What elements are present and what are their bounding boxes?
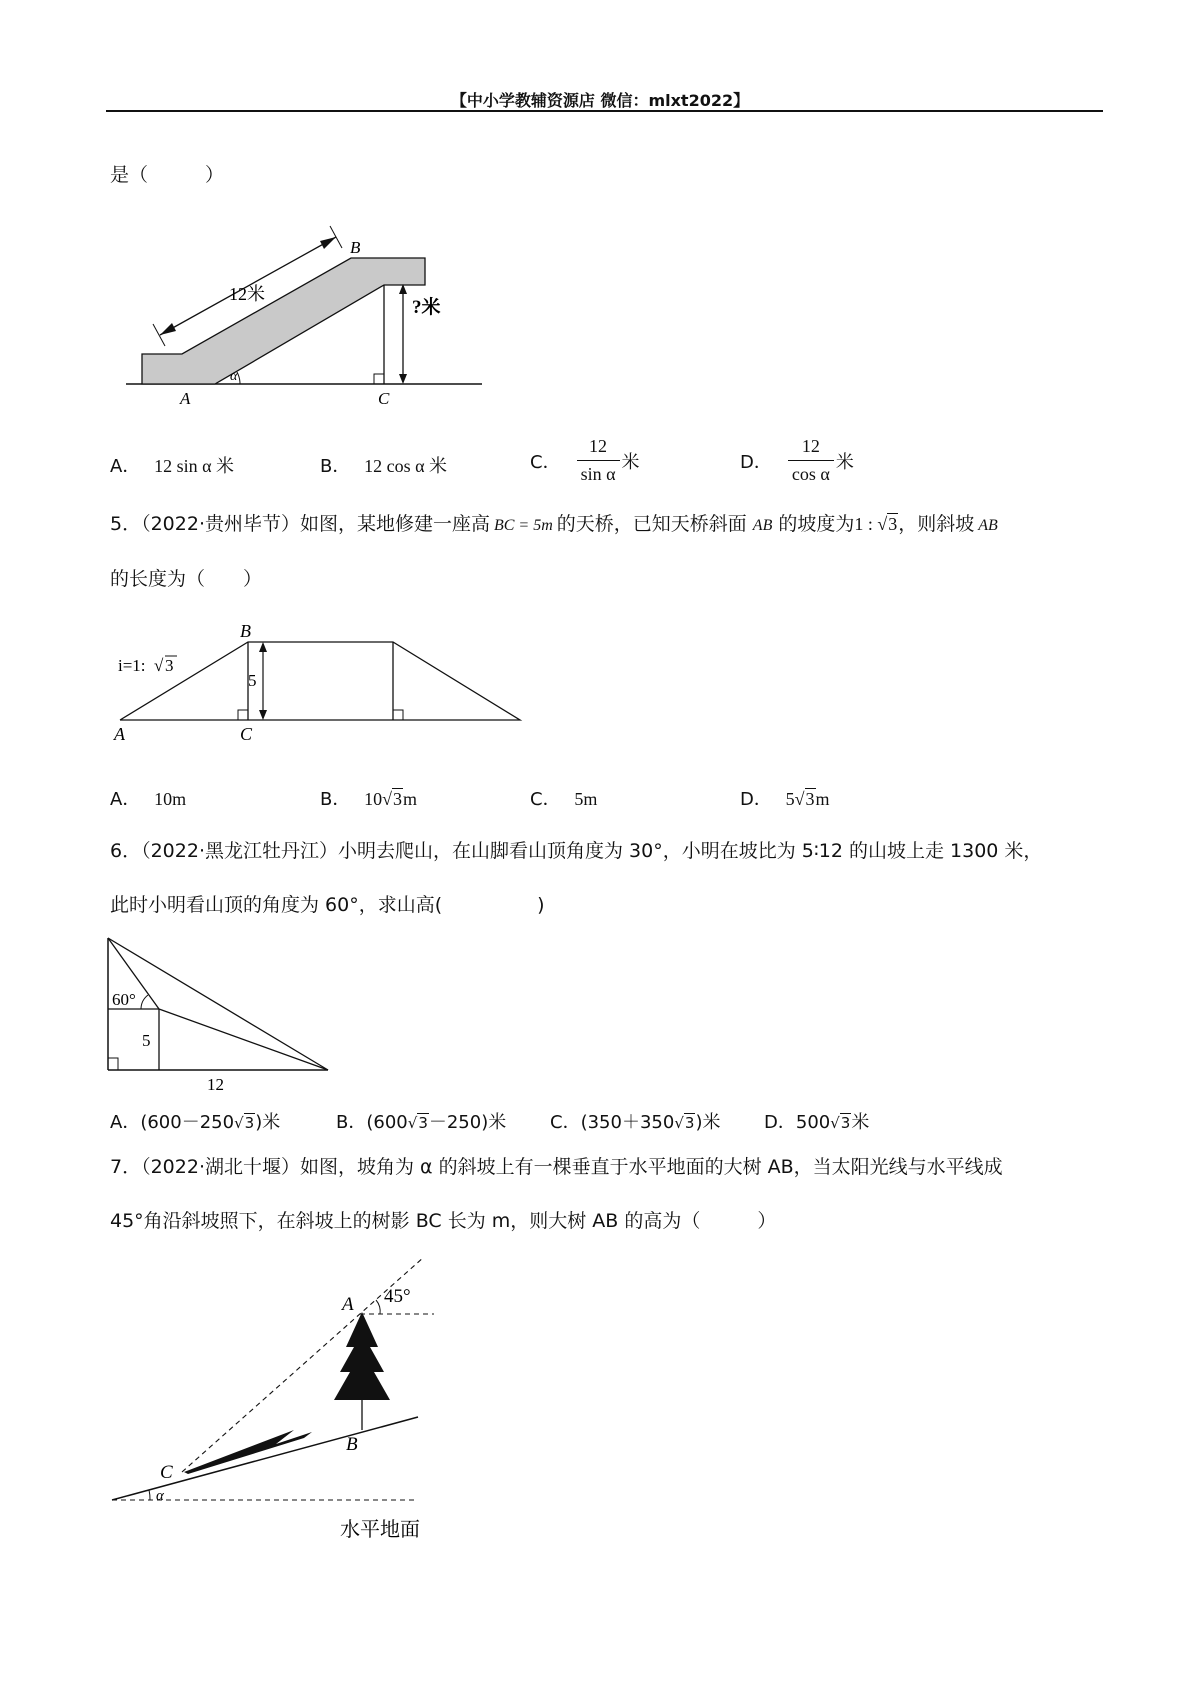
q5-stem-mid: 的天桥，已知天桥斜面 [556, 513, 747, 535]
q4-option-c-den: sin α [577, 460, 620, 485]
q6-option-d-post: 米 [851, 1112, 870, 1133]
q6-option-d[interactable]: D．500√3米 [764, 1112, 870, 1133]
q6-option-b-key: B． [336, 1112, 367, 1133]
q5-stem-ratio-rad: 3 [888, 514, 898, 534]
q4-point-c: C [378, 389, 390, 408]
q5-option-b-coef: 10 [364, 789, 383, 809]
q7-point-c: C [160, 1462, 173, 1483]
q6-option-b[interactable]: B．(600√3－250)米 [336, 1112, 507, 1133]
q5-trapezoid [120, 642, 520, 720]
q7-stem-line2: 45°角沿斜坡照下，在斜坡上的树影 BC 长为 m，则大树 AB 的高为（ ） [110, 1210, 777, 1232]
q5-stem-line2: 的长度为（ ） [110, 568, 263, 590]
q5-point-a: A [114, 724, 125, 744]
q7-angle-alpha-label: α [156, 1488, 164, 1504]
q4-tick-left [153, 324, 165, 346]
q5-stem-mid2: 的坡度为 [778, 513, 855, 535]
q7-stem-line1: 7．（2022·湖北十堰）如图，坡角为 α 的斜坡上有一棵垂直于水平地面的大树 AB，当太阳光线与水平线成 [110, 1156, 1003, 1178]
q5-option-b-rad: 3 [392, 789, 402, 809]
q4-point-b: B [350, 238, 361, 257]
q6-option-c-key: C． [550, 1112, 581, 1133]
q6-figure [104, 934, 344, 1094]
q4-angle-label: α [230, 369, 238, 384]
q5-option-d-unit: m [815, 789, 830, 809]
q5-option-c-key: C． [530, 789, 561, 810]
q7-point-a: A [342, 1294, 354, 1315]
q6-stem-line2: 此时小明看山顶的角度为 60°，求山高( ) [110, 894, 545, 916]
q4-option-c[interactable] [530, 436, 640, 485]
q6-angle-arc [141, 995, 148, 1009]
q6-option-d-pre: 500 [795, 1112, 831, 1133]
q6-option-a-post: )米 [255, 1112, 281, 1133]
q4-option-d-unit: 米 [835, 451, 854, 473]
q5-option-b[interactable]: B． 10√3m [320, 789, 417, 810]
q6-option-a-key: A． [110, 1112, 141, 1133]
q4-option-d-fraction [788, 436, 834, 485]
q4-length-arrow-head-right [320, 237, 336, 249]
q6-option-d-key: D． [764, 1112, 796, 1133]
q5-stem-line1: 5．（2022·贵州毕节）如图，某地修建一座高 BC = 5m 的天桥，已知天桥斜面 AB 的坡度为1 : √3，则斜坡 AB [110, 513, 998, 535]
q6-option-c[interactable]: C．(350＋350√3)米 [550, 1112, 721, 1133]
q4-option-a-key: A． [110, 456, 141, 477]
q5-point-c: C [240, 724, 253, 744]
q7-angle-arc-alpha [149, 1490, 150, 1500]
q6-right-angle-mark [108, 1058, 118, 1070]
q5-arrow-up [259, 642, 267, 652]
q5-option-d-rad: 3 [805, 789, 815, 809]
q6-option-a-pre: (600－250 [140, 1112, 235, 1133]
q4-length-arrow-head-left [160, 323, 176, 335]
q5-option-d-coef: 5 [785, 789, 795, 809]
header-rule [106, 110, 1103, 112]
q4-option-a-value: 12 sin α 米 [154, 456, 234, 476]
q4-option-d[interactable] [740, 436, 854, 485]
q5-stem-ab: AB [752, 517, 773, 534]
q4-option-c-num: 12 [589, 436, 608, 456]
q5-option-b-key: B． [320, 789, 351, 810]
q6-stem-line1: 6．（2022·黑龙江牡丹江）小明去爬山，在山脚看山顶角度为 30°，小明在坡比为 5∶12 的山坡上走 1300 米， [110, 840, 1043, 862]
q7-shadow [184, 1424, 336, 1474]
q5-stem-ab2: AB [978, 517, 998, 534]
q7-tree-icon [334, 1312, 390, 1400]
q4-height-label: ?米 [412, 297, 441, 318]
page-header: 【中小学教辅资源店 微信：mlxt2022】 [450, 91, 750, 110]
q5-right-angle-left [238, 710, 248, 720]
q5-option-a[interactable] [110, 785, 186, 811]
q4-arrow-down [399, 374, 407, 384]
q5-option-c-value: 5m [574, 789, 598, 809]
q5-stem-bc: BC = 5m [493, 517, 553, 534]
q5-option-d-key: D． [740, 789, 772, 810]
q5-right-angle-right [393, 710, 403, 720]
q6-option-c-pre: (350＋350 [580, 1112, 675, 1133]
q7-angle-45-label: 45° [384, 1286, 411, 1307]
q4-length-label: 12米 [229, 284, 265, 304]
q4-right-angle-mark [374, 374, 384, 384]
q7-figure [104, 1252, 444, 1542]
q4-option-b[interactable] [320, 452, 447, 478]
q5-option-a-value: 10m [154, 789, 187, 809]
q4-option-d-den: cos α [788, 460, 834, 485]
q6-option-a-rad: 3 [244, 1114, 255, 1132]
q6-slope-line [159, 1009, 328, 1070]
q5-height-label: 5 [248, 671, 257, 690]
q5-slope-pre: i=1: [118, 656, 146, 675]
q5-stem-pre: 5．（2022·贵州毕节）如图，某地修建一座高 [110, 513, 490, 535]
q4-option-d-key: D． [740, 451, 772, 473]
q4-option-d-num: 12 [801, 436, 820, 456]
q4-stem-tail: 是（ ） [110, 164, 225, 186]
q6-option-a[interactable]: A．(600－250√3)米 [110, 1112, 281, 1133]
q5-option-c[interactable] [530, 785, 597, 811]
q4-option-b-value: 12 cos α 米 [364, 456, 448, 476]
q6-option-c-rad: 3 [684, 1114, 695, 1132]
q5-stem-post: ，则斜坡 [898, 513, 975, 535]
q6-angle-label: 60° [112, 990, 136, 1009]
q5-slope-sqrt-sign: √ [154, 656, 164, 675]
q4-angle-arc [237, 372, 240, 384]
q4-option-a[interactable] [110, 452, 234, 478]
q5-arrow-down [259, 710, 267, 720]
q7-angle-arc-45 [376, 1300, 380, 1314]
q5-slope-rad: 3 [165, 656, 174, 675]
q7-point-b: B [346, 1434, 358, 1455]
q6-sightline-30 [108, 938, 328, 1070]
q4-option-b-key: B． [320, 456, 351, 477]
q4-option-c-unit: 米 [621, 451, 640, 473]
q4-tick-right [330, 226, 342, 248]
q6-vertical-label: 5 [142, 1031, 151, 1050]
q4-figure [120, 218, 500, 413]
q5-option-a-key: A． [110, 789, 141, 810]
q6-option-b-post: －250)米 [428, 1112, 507, 1133]
q4-option-c-key: C． [530, 451, 561, 473]
q5-option-d[interactable]: D． 5√3m [740, 789, 830, 810]
q7-ground-label: 水平地面 [340, 1519, 420, 1541]
q5-point-b: B [240, 621, 251, 641]
q6-option-d-rad: 3 [840, 1114, 851, 1132]
q4-point-a: A [180, 389, 191, 408]
q5-figure [108, 620, 528, 750]
q6-option-c-post: )米 [695, 1112, 721, 1133]
q6-option-b-pre: (600 [366, 1112, 408, 1133]
q5-option-b-unit: m [402, 789, 417, 809]
q6-option-b-rad: 3 [418, 1114, 428, 1132]
q5-stem-ratio-pre: 1 : [854, 514, 878, 534]
q6-horizontal-label: 12 [207, 1075, 224, 1094]
q4-option-c-fraction [577, 436, 620, 485]
